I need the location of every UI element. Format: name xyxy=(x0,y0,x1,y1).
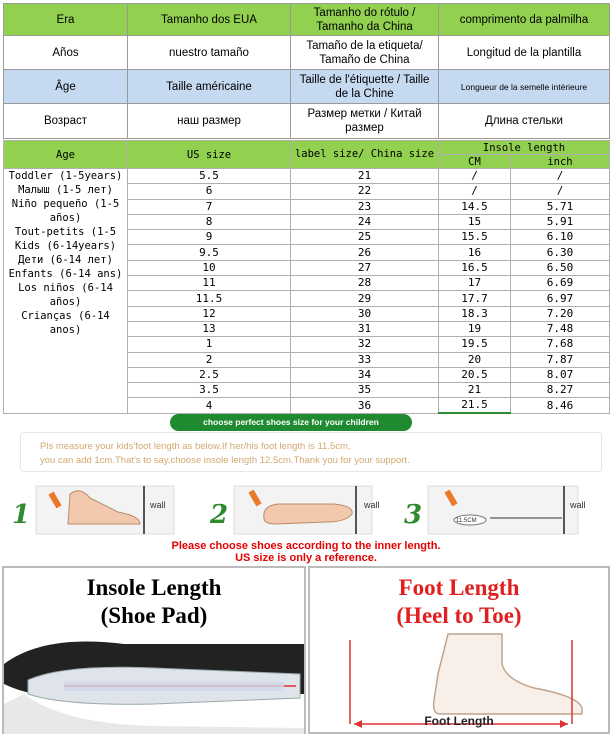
insole-cm-cell: 14.5 xyxy=(439,199,511,214)
china-size-cell: 25 xyxy=(291,230,439,245)
china-size-cell: 27 xyxy=(291,260,439,275)
china-size-cell: 33 xyxy=(291,352,439,367)
step-3 xyxy=(400,480,604,538)
us-size-cell: 1 xyxy=(128,337,291,352)
insole-inch-cell: 7.87 xyxy=(511,352,610,367)
panel-subtitle: (Shoe Pad) xyxy=(100,603,208,628)
wall-label: wall xyxy=(364,500,380,510)
insole-inch-cell: 5.91 xyxy=(511,214,610,229)
wall-label: wall xyxy=(150,500,166,510)
language-header-table xyxy=(3,3,610,139)
china-size-cell: 21 xyxy=(291,169,439,184)
insole-cm-cell: 17.7 xyxy=(439,291,511,306)
us-size-cell: 8 xyxy=(128,214,291,229)
insole-cm-cell: 15 xyxy=(439,214,511,229)
insole-cm-cell: 16 xyxy=(439,245,511,260)
insole-inch-cell: 5.71 xyxy=(511,199,610,214)
warning-text: US size is only a reference. xyxy=(235,552,377,564)
insole-cm-cell: 21 xyxy=(439,383,511,398)
china-size-cell: 36 xyxy=(291,398,439,413)
us-size-cell: 2.5 xyxy=(128,367,291,382)
us-size-cell: 12 xyxy=(128,306,291,321)
panel-title: Insole Length xyxy=(86,575,222,600)
insole-length-header: Insole length xyxy=(439,141,610,155)
us-size-header: US size xyxy=(128,141,291,169)
insole-cm-cell: 19 xyxy=(439,321,511,336)
china-size-cell: 34 xyxy=(291,367,439,382)
insole-inch-cell: 6.69 xyxy=(511,276,610,291)
panel-title: Foot Length xyxy=(398,575,520,600)
us-size-cell: 13 xyxy=(128,321,291,336)
instruction-text xyxy=(40,440,580,468)
us-size-cell: 3.5 xyxy=(128,383,291,398)
foot-length-caption: Foot Length xyxy=(424,714,494,728)
header-cell: Taille américaine xyxy=(128,70,291,104)
step-1 xyxy=(8,480,200,538)
insole-inch-cell: / xyxy=(511,184,610,199)
age-group-cell xyxy=(4,169,128,414)
header-cell: Tamanho do rótulo / Tamanho da China xyxy=(291,4,439,36)
insole-inch-cell: 8.27 xyxy=(511,383,610,398)
step-number: 1 xyxy=(12,500,31,530)
age-group-label: Niño pequeño (1-5 años) xyxy=(11,198,120,224)
size-chart-table xyxy=(3,140,610,414)
header-cell: Taille de l'étiquette / Taille de la Chine xyxy=(291,70,439,104)
header-cell: Tamanho dos EUA xyxy=(128,4,291,36)
us-size-cell: 6 xyxy=(128,184,291,199)
insole-inch-cell: 6.30 xyxy=(511,245,610,260)
insole-inch-cell: 7.20 xyxy=(511,306,610,321)
header-cell: Длина стельки xyxy=(439,104,610,139)
insole-cm-cell: / xyxy=(439,184,511,199)
china-size-cell: 32 xyxy=(291,337,439,352)
insole-cm-cell: 18.3 xyxy=(439,306,511,321)
insole-length-panel xyxy=(2,566,306,734)
warning-text: Please choose shoes according to the inner length. xyxy=(171,540,441,552)
insole-cm-cell: 19.5 xyxy=(439,337,511,352)
foot-length-panel xyxy=(308,566,610,734)
china-size-cell: 31 xyxy=(291,321,439,336)
header-cell: comprimento da palmilha xyxy=(439,4,610,36)
china-size-cell: 35 xyxy=(291,383,439,398)
us-size-cell: 11 xyxy=(128,276,291,291)
age-group-label: Los niños (6-14 años) xyxy=(18,282,113,308)
age-group-label: Toddler (1-5years) xyxy=(8,170,123,182)
step-2 xyxy=(206,480,398,538)
insole-cm-cell: 17 xyxy=(439,276,511,291)
language-row-russian xyxy=(4,104,610,139)
us-size-cell: 4 xyxy=(128,398,291,413)
size-guide-banner: choose perfect shoes size for your children xyxy=(170,414,412,431)
china-size-cell: 26 xyxy=(291,245,439,260)
panel-subtitle: (Heel to Toe) xyxy=(396,603,522,628)
header-cell: Âge xyxy=(4,70,128,104)
china-size-cell: 24 xyxy=(291,214,439,229)
header-cell: Longueur de la semelle intérieure xyxy=(439,70,610,104)
language-row-spanish xyxy=(4,36,610,70)
measurement-steps xyxy=(0,480,612,538)
header-cell: nuestro tamaño xyxy=(128,36,291,70)
insole-inch-cell: 6.50 xyxy=(511,260,610,275)
instruction-line: Pls measure your kids'foot length as below.If her/his foot length is 11.5cm, xyxy=(40,441,351,452)
insole-cm-cell: / xyxy=(439,169,511,184)
age-header: Age xyxy=(4,141,128,169)
insole-photo-illustration xyxy=(4,634,304,734)
china-size-cell: 22 xyxy=(291,184,439,199)
instruction-line: you can add 1cm.That's to say,choose insole length 12.5cm.Thank you for your support. xyxy=(40,455,410,466)
language-row-portuguese xyxy=(4,4,610,36)
insole-inch-cell: 7.48 xyxy=(511,321,610,336)
us-size-cell: 9 xyxy=(128,230,291,245)
us-size-cell: 11.5 xyxy=(128,291,291,306)
header-cell: наш размер xyxy=(128,104,291,139)
size-row xyxy=(4,169,610,184)
insole-cm-cell: 16.5 xyxy=(439,260,511,275)
header-cell: Era xyxy=(4,4,128,36)
foot-on-paper-illustration xyxy=(8,480,200,538)
header-cell: Tamaño de la etiqueta/ Tamaño de China xyxy=(291,36,439,70)
insole-cm-cell: 15.5 xyxy=(439,230,511,245)
cm-header: CM xyxy=(439,155,511,169)
insole-cm-cell: 20.5 xyxy=(439,367,511,382)
insole-cm-cell: 21.5 xyxy=(439,398,511,413)
language-row-french xyxy=(4,70,610,104)
size-header-row xyxy=(4,141,610,155)
header-cell: Размер метки / Китай размер xyxy=(291,104,439,139)
step-number: 2 xyxy=(210,500,229,530)
age-group-label: Дети (6-14 лет) xyxy=(18,254,113,266)
label-size-header: label size/ China size xyxy=(291,141,439,169)
us-size-cell: 9.5 xyxy=(128,245,291,260)
insole-inch-cell: 7.68 xyxy=(511,337,610,352)
wall-label: wall xyxy=(570,500,586,510)
age-group-label: Enfants (6-14 ans) xyxy=(8,268,123,280)
us-size-cell: 5.5 xyxy=(128,169,291,184)
step-number: 3 xyxy=(404,500,423,530)
china-size-cell: 28 xyxy=(291,276,439,291)
header-cell: Longitud de la plantilla xyxy=(439,36,610,70)
us-size-cell: 2 xyxy=(128,352,291,367)
china-size-cell: 23 xyxy=(291,199,439,214)
insole-inch-cell: 8.07 xyxy=(511,367,610,382)
china-size-cell: 29 xyxy=(291,291,439,306)
us-size-cell: 10 xyxy=(128,260,291,275)
insole-inch-cell: 8.46 xyxy=(511,398,610,413)
china-size-cell: 30 xyxy=(291,306,439,321)
age-group-label: Tout-petits (1-5 xyxy=(14,226,117,238)
us-size-cell: 7 xyxy=(128,199,291,214)
age-group-label: Crianças (6-14 anos) xyxy=(21,310,110,336)
insole-inch-cell: 6.10 xyxy=(511,230,610,245)
insole-inch-cell: 6.97 xyxy=(511,291,610,306)
age-group-label: Малыш (1-5 лет) xyxy=(18,184,113,196)
inch-header: inch xyxy=(511,155,610,169)
age-group-label: Kids (6-14years) xyxy=(14,240,117,252)
header-cell: Возраст xyxy=(4,104,128,139)
insole-inch-cell: / xyxy=(511,169,610,184)
header-cell: Años xyxy=(4,36,128,70)
ruler-label: 11.5CM xyxy=(456,518,477,524)
insole-cm-cell: 20 xyxy=(439,352,511,367)
